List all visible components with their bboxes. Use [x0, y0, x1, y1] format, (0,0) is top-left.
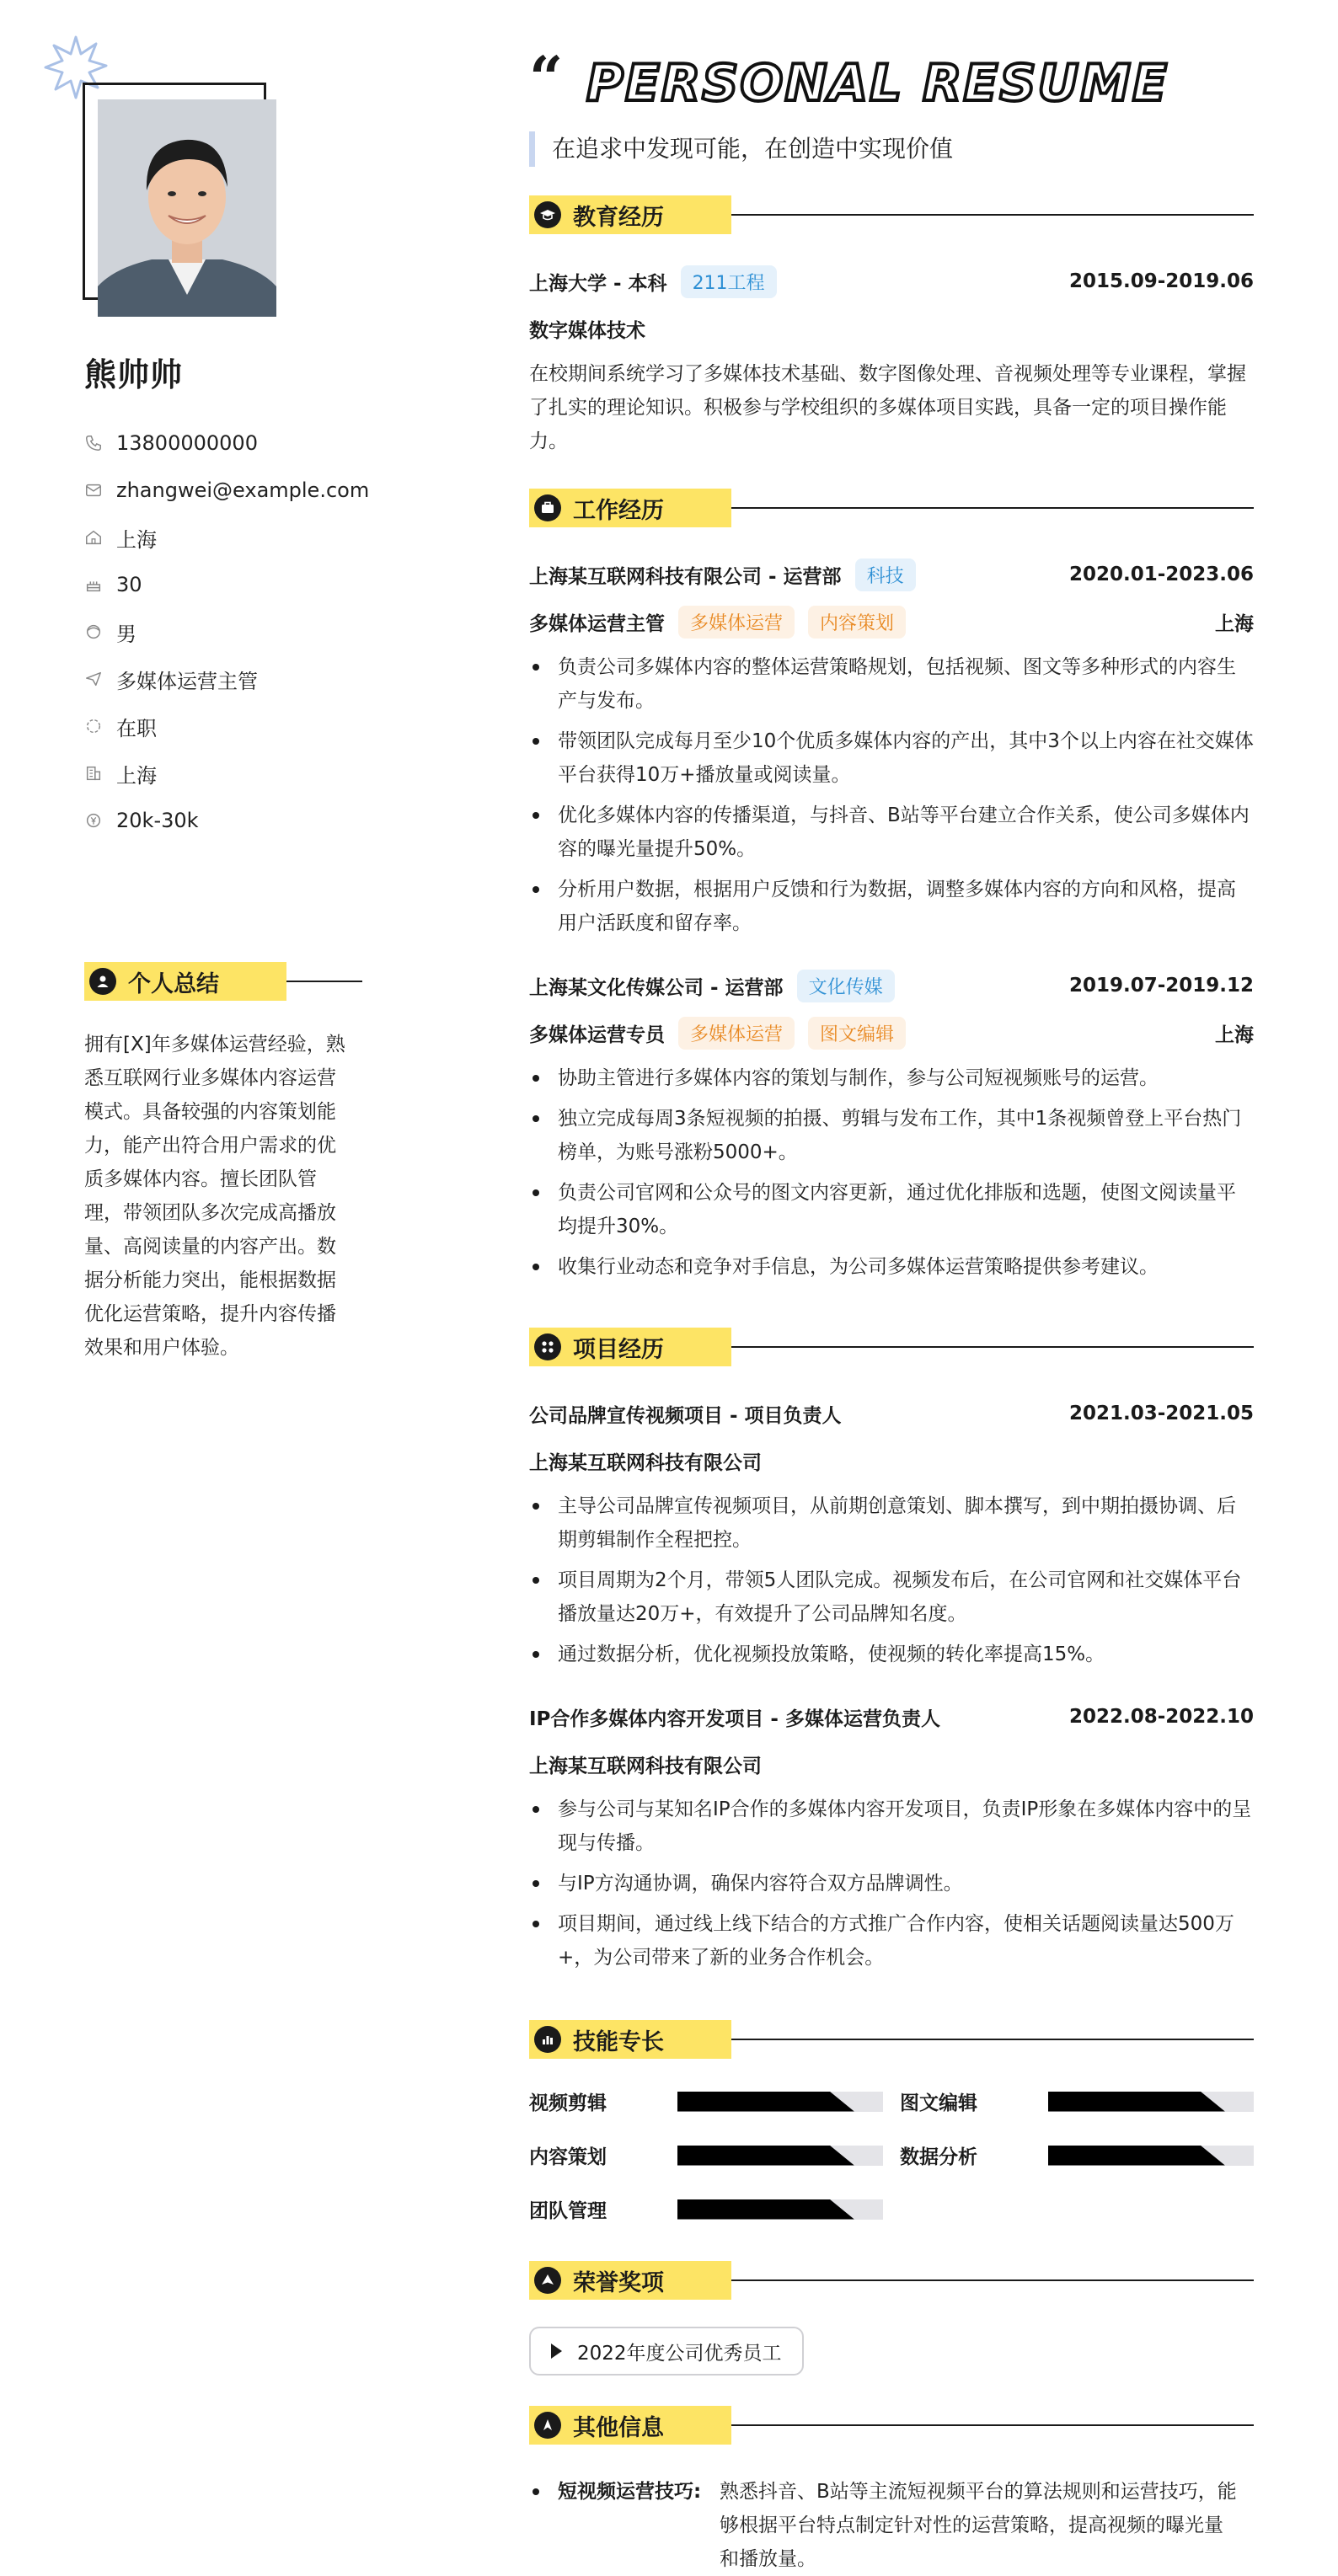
education-date: 2015.09-2019.06 — [1068, 270, 1254, 292]
project-row — [529, 1700, 1254, 1734]
project-bullet-list — [529, 1793, 1254, 1981]
job-role: 多媒体运营主管 — [529, 612, 665, 635]
job-skill-tag: 内容策划 — [808, 606, 906, 639]
skill-bar-fill — [677, 2199, 854, 2220]
info-status — [84, 703, 369, 750]
phone-icon — [84, 434, 103, 452]
info-email — [84, 467, 369, 514]
contact-info-list — [84, 420, 369, 844]
summary-title: 个人总结 — [128, 970, 219, 997]
job-skill-tag: 多媒体运营 — [678, 606, 795, 639]
cake-icon — [84, 575, 103, 594]
job-role-row — [529, 605, 1254, 639]
phone-text: 13800000000 — [116, 431, 258, 455]
info-salary — [84, 797, 369, 844]
projects-title: 项目经历 — [573, 1336, 664, 1363]
left-column — [0, 0, 472, 2576]
job-role-row — [529, 1016, 1254, 1050]
compass-icon — [534, 2412, 561, 2439]
resume-headline: PERSONAL RESUME — [586, 54, 1169, 113]
gender-text: 男 — [116, 622, 136, 646]
list-item: 参与公司与某知名IP合作的多媒体内容开发项目，负责IP形象在多媒体内容中的呈现与传播。 — [529, 1793, 1254, 1860]
work-title-tag — [529, 489, 731, 527]
skill-bar-fill — [677, 2092, 854, 2112]
mail-icon — [84, 481, 103, 500]
status-text: 在职 — [116, 716, 157, 740]
honors-section-header — [529, 2261, 1254, 2300]
skill-item — [529, 2087, 883, 2115]
info-age — [84, 561, 369, 608]
other-title: 其他信息 — [573, 2414, 664, 2441]
job-city: 上海 — [1215, 612, 1254, 635]
building-icon — [84, 764, 103, 783]
other-section-header — [529, 2406, 1254, 2445]
list-item: 负责公司官网和公众号的图文内容更新，通过优化排版和选题，使图文阅读量平均提升30%。 — [529, 1176, 1254, 1243]
project-row — [529, 1397, 1254, 1430]
email-text: zhangwei@example.com — [116, 478, 370, 502]
other-title-tag — [529, 2406, 731, 2445]
award-badge — [529, 2327, 804, 2376]
skill-bar-fill — [1048, 2092, 1225, 2112]
summary-section-header — [84, 962, 362, 1001]
skill-name: 数据分析 — [900, 2146, 977, 2168]
loading-icon — [84, 717, 103, 735]
project-name: IP合作多媒体内容开发项目 - 多媒体运营负责人 — [529, 1708, 940, 1730]
home-icon — [84, 528, 103, 547]
skill-bar — [1048, 2146, 1254, 2166]
skills-title: 技能专长 — [573, 2028, 664, 2055]
info-phone — [84, 420, 369, 467]
position-text: 多媒体运营主管 — [116, 669, 258, 693]
skill-bar — [677, 2146, 883, 2166]
bar-chart-icon — [534, 2026, 561, 2053]
medal-icon — [534, 2267, 561, 2294]
skills-title-tag — [529, 2020, 731, 2059]
project-org-row — [529, 1747, 1254, 1781]
list-item: 收集行业动态和竞争对手信息，为公司多媒体运营策略提供参考建议。 — [529, 1250, 1254, 1284]
location-text: 上海 — [116, 527, 157, 552]
skill-name: 视频剪辑 — [529, 2092, 607, 2114]
skill-item — [900, 2087, 1254, 2115]
job-date: 2019.07-2019.12 — [1068, 975, 1254, 997]
divider-line — [731, 507, 1254, 509]
project-name: 公司品牌宣传视频项目 - 项目负责人 — [529, 1404, 842, 1427]
honors-title: 荣誉奖项 — [573, 2269, 664, 2296]
project-org-row — [529, 1444, 1254, 1478]
education-section-header — [529, 195, 1254, 234]
project-org: 上海某互联网科技有限公司 — [529, 1451, 762, 1474]
divider-line — [731, 214, 1254, 216]
job-city: 上海 — [1215, 1023, 1254, 1046]
person-face-icon — [84, 623, 103, 641]
other-key: 短视频运营技巧: — [558, 2481, 702, 2503]
skill-item — [529, 2195, 883, 2223]
summary-title-tag — [84, 962, 286, 1001]
job-bullet-list — [529, 650, 1254, 947]
project-date: 2021.03-2021.05 — [1068, 1403, 1254, 1424]
skill-item — [900, 2141, 1254, 2169]
info-city — [84, 750, 369, 797]
honors-title-tag — [529, 2261, 731, 2300]
skill-bar-fill — [1048, 2146, 1225, 2166]
list-item: 项目周期为2个月，带领5人团队完成。视频发布后，在公司官网和社交媒体平台播放量达20万+，有效提升了公司品牌知名度。 — [529, 1563, 1254, 1631]
education-desc: 在校期间系统学习了多媒体技术基础、数字图像处理、音视频处理等专业课程，掌握了扎实的理论知识。积极参与学校组织的多媒体项目实践，具备一定的项目操作能力。 — [529, 363, 1246, 452]
other-value: 熟悉抖音、B站等主流短视频平台的算法规则和运营技巧，能够根据平台特点制定针对性的运营策略，提高视频的曝光量和播放量。 — [720, 2481, 1237, 2570]
divider-line — [731, 1346, 1254, 1348]
skill-name: 内容策划 — [529, 2146, 607, 2168]
projects-title-tag — [529, 1328, 731, 1366]
major: 数字媒体技术 — [529, 319, 645, 342]
summary-text: 拥有[X]年多媒体运营经验，熟悉互联网行业多媒体内容运营模式。具备较强的内容策划能力，能产出符合用户需求的优质多媒体内容。擅长团队管理，带领团队多次完成高播放量、高阅读量的内容产出。数据分析能力突出，能根据数据优化运营策略，提升内容传播效果和用户体验。 — [84, 1034, 345, 1359]
job-skill-tag: 多媒体运营 — [678, 1017, 795, 1050]
list-item: 项目期间，通过线上线下结合的方式推广合作内容，使相关话题阅读量达500万+，为公司带来了新的业务合作机会。 — [529, 1907, 1254, 1975]
avatar — [98, 99, 276, 317]
list-item: 独立完成每周3条短视频的拍摄、剪辑与发布工作，其中1条视频曾登上平台热门榜单，为账号涨粉5000+。 — [529, 1102, 1254, 1169]
grid-icon — [534, 1333, 561, 1360]
skill-bar — [677, 2092, 883, 2112]
skill-bar — [1048, 2092, 1254, 2112]
list-item: 与IP方沟通协调，确保内容符合双方品牌调性。 — [529, 1867, 1254, 1900]
skill-name: 团队管理 — [529, 2200, 607, 2222]
age-text: 30 — [116, 573, 142, 596]
education-title-tag — [529, 195, 731, 234]
other-item — [529, 2475, 1254, 2576]
yen-coin-icon — [84, 811, 103, 830]
salary-text: 20k-30k — [116, 809, 199, 832]
job-row — [529, 969, 1254, 1002]
school-name: 上海大学 - 本科 — [529, 272, 667, 295]
job-company: 上海某文化传媒公司 - 运营部 — [529, 976, 784, 999]
job-industry-tag: 科技 — [855, 558, 916, 591]
info-position — [84, 655, 369, 703]
briefcase-icon — [534, 494, 561, 521]
divider-line — [731, 2424, 1254, 2426]
user-icon — [89, 968, 116, 995]
tagline: 在追求中发现可能，在创造中实现价值 — [529, 131, 953, 167]
bullet-dot — [529, 2475, 558, 2576]
play-triangle-icon — [551, 2344, 562, 2359]
skills-section-header — [529, 2020, 1254, 2059]
job-bullet-list — [529, 1061, 1254, 1291]
divider-line — [286, 981, 362, 982]
project-date: 2022.08-2022.10 — [1068, 1706, 1254, 1728]
list-item: 协助主管进行多媒体内容的策划与制作，参与公司短视频账号的运营。 — [529, 1061, 1254, 1095]
list-item: 带领团队完成每月至少10个优质多媒体内容的产出，其中3个以上内容在社交媒体平台获得10万+播放量或阅读量。 — [529, 724, 1254, 792]
work-title: 工作经历 — [573, 497, 664, 524]
graduation-cap-icon — [534, 201, 561, 228]
job-row — [529, 558, 1254, 591]
send-icon — [84, 670, 103, 688]
education-row — [529, 265, 1254, 298]
profile-name: 熊帅帅 — [84, 356, 184, 393]
job-date: 2020.01-2023.06 — [1068, 564, 1254, 585]
skill-bar-fill — [677, 2146, 854, 2166]
info-gender — [84, 608, 369, 655]
divider-line — [731, 2039, 1254, 2040]
project-org: 上海某互联网科技有限公司 — [529, 1755, 762, 1777]
divider-line — [731, 2279, 1254, 2281]
job-skill-tag: 图文编辑 — [808, 1017, 906, 1050]
list-item: 分析用户数据，根据用户反馈和行为数据，调整多媒体内容的方向和风格，提高用户活跃度和留存率。 — [529, 873, 1254, 940]
education-title: 教育经历 — [573, 204, 664, 231]
skill-item — [529, 2141, 883, 2169]
city-text: 上海 — [116, 763, 157, 788]
quote-mark-icon: “ — [529, 43, 564, 113]
school-tag: 211工程 — [681, 265, 777, 298]
right-column — [529, 0, 1254, 2576]
job-company: 上海某互联网科技有限公司 - 运营部 — [529, 565, 842, 588]
major-row — [529, 312, 1254, 345]
list-item: 主导公司品牌宣传视频项目，从前期创意策划、脚本撰写，到中期拍摄协调、后期剪辑制作全程把控。 — [529, 1489, 1254, 1557]
projects-section-header — [529, 1328, 1254, 1366]
job-role: 多媒体运营专员 — [529, 1023, 665, 1046]
skill-bar — [677, 2199, 883, 2220]
job-industry-tag: 文化传媒 — [797, 970, 895, 1002]
info-location — [84, 514, 369, 561]
list-item: 负责公司多媒体内容的整体运营策略规划，包括视频、图文等多种形式的内容生产与发布。 — [529, 650, 1254, 718]
award-text: 2022年度公司优秀员工 — [577, 2342, 782, 2365]
list-item: 通过数据分析，优化视频投放策略，使视频的转化率提高15%。 — [529, 1638, 1254, 1671]
project-bullet-list — [529, 1489, 1254, 1678]
skill-name: 图文编辑 — [900, 2092, 977, 2114]
work-section-header — [529, 489, 1254, 527]
list-item: 优化多媒体内容的传播渠道，与抖音、B站等平台建立合作关系，使公司多媒体内容的曝光量提升50%。 — [529, 799, 1254, 866]
